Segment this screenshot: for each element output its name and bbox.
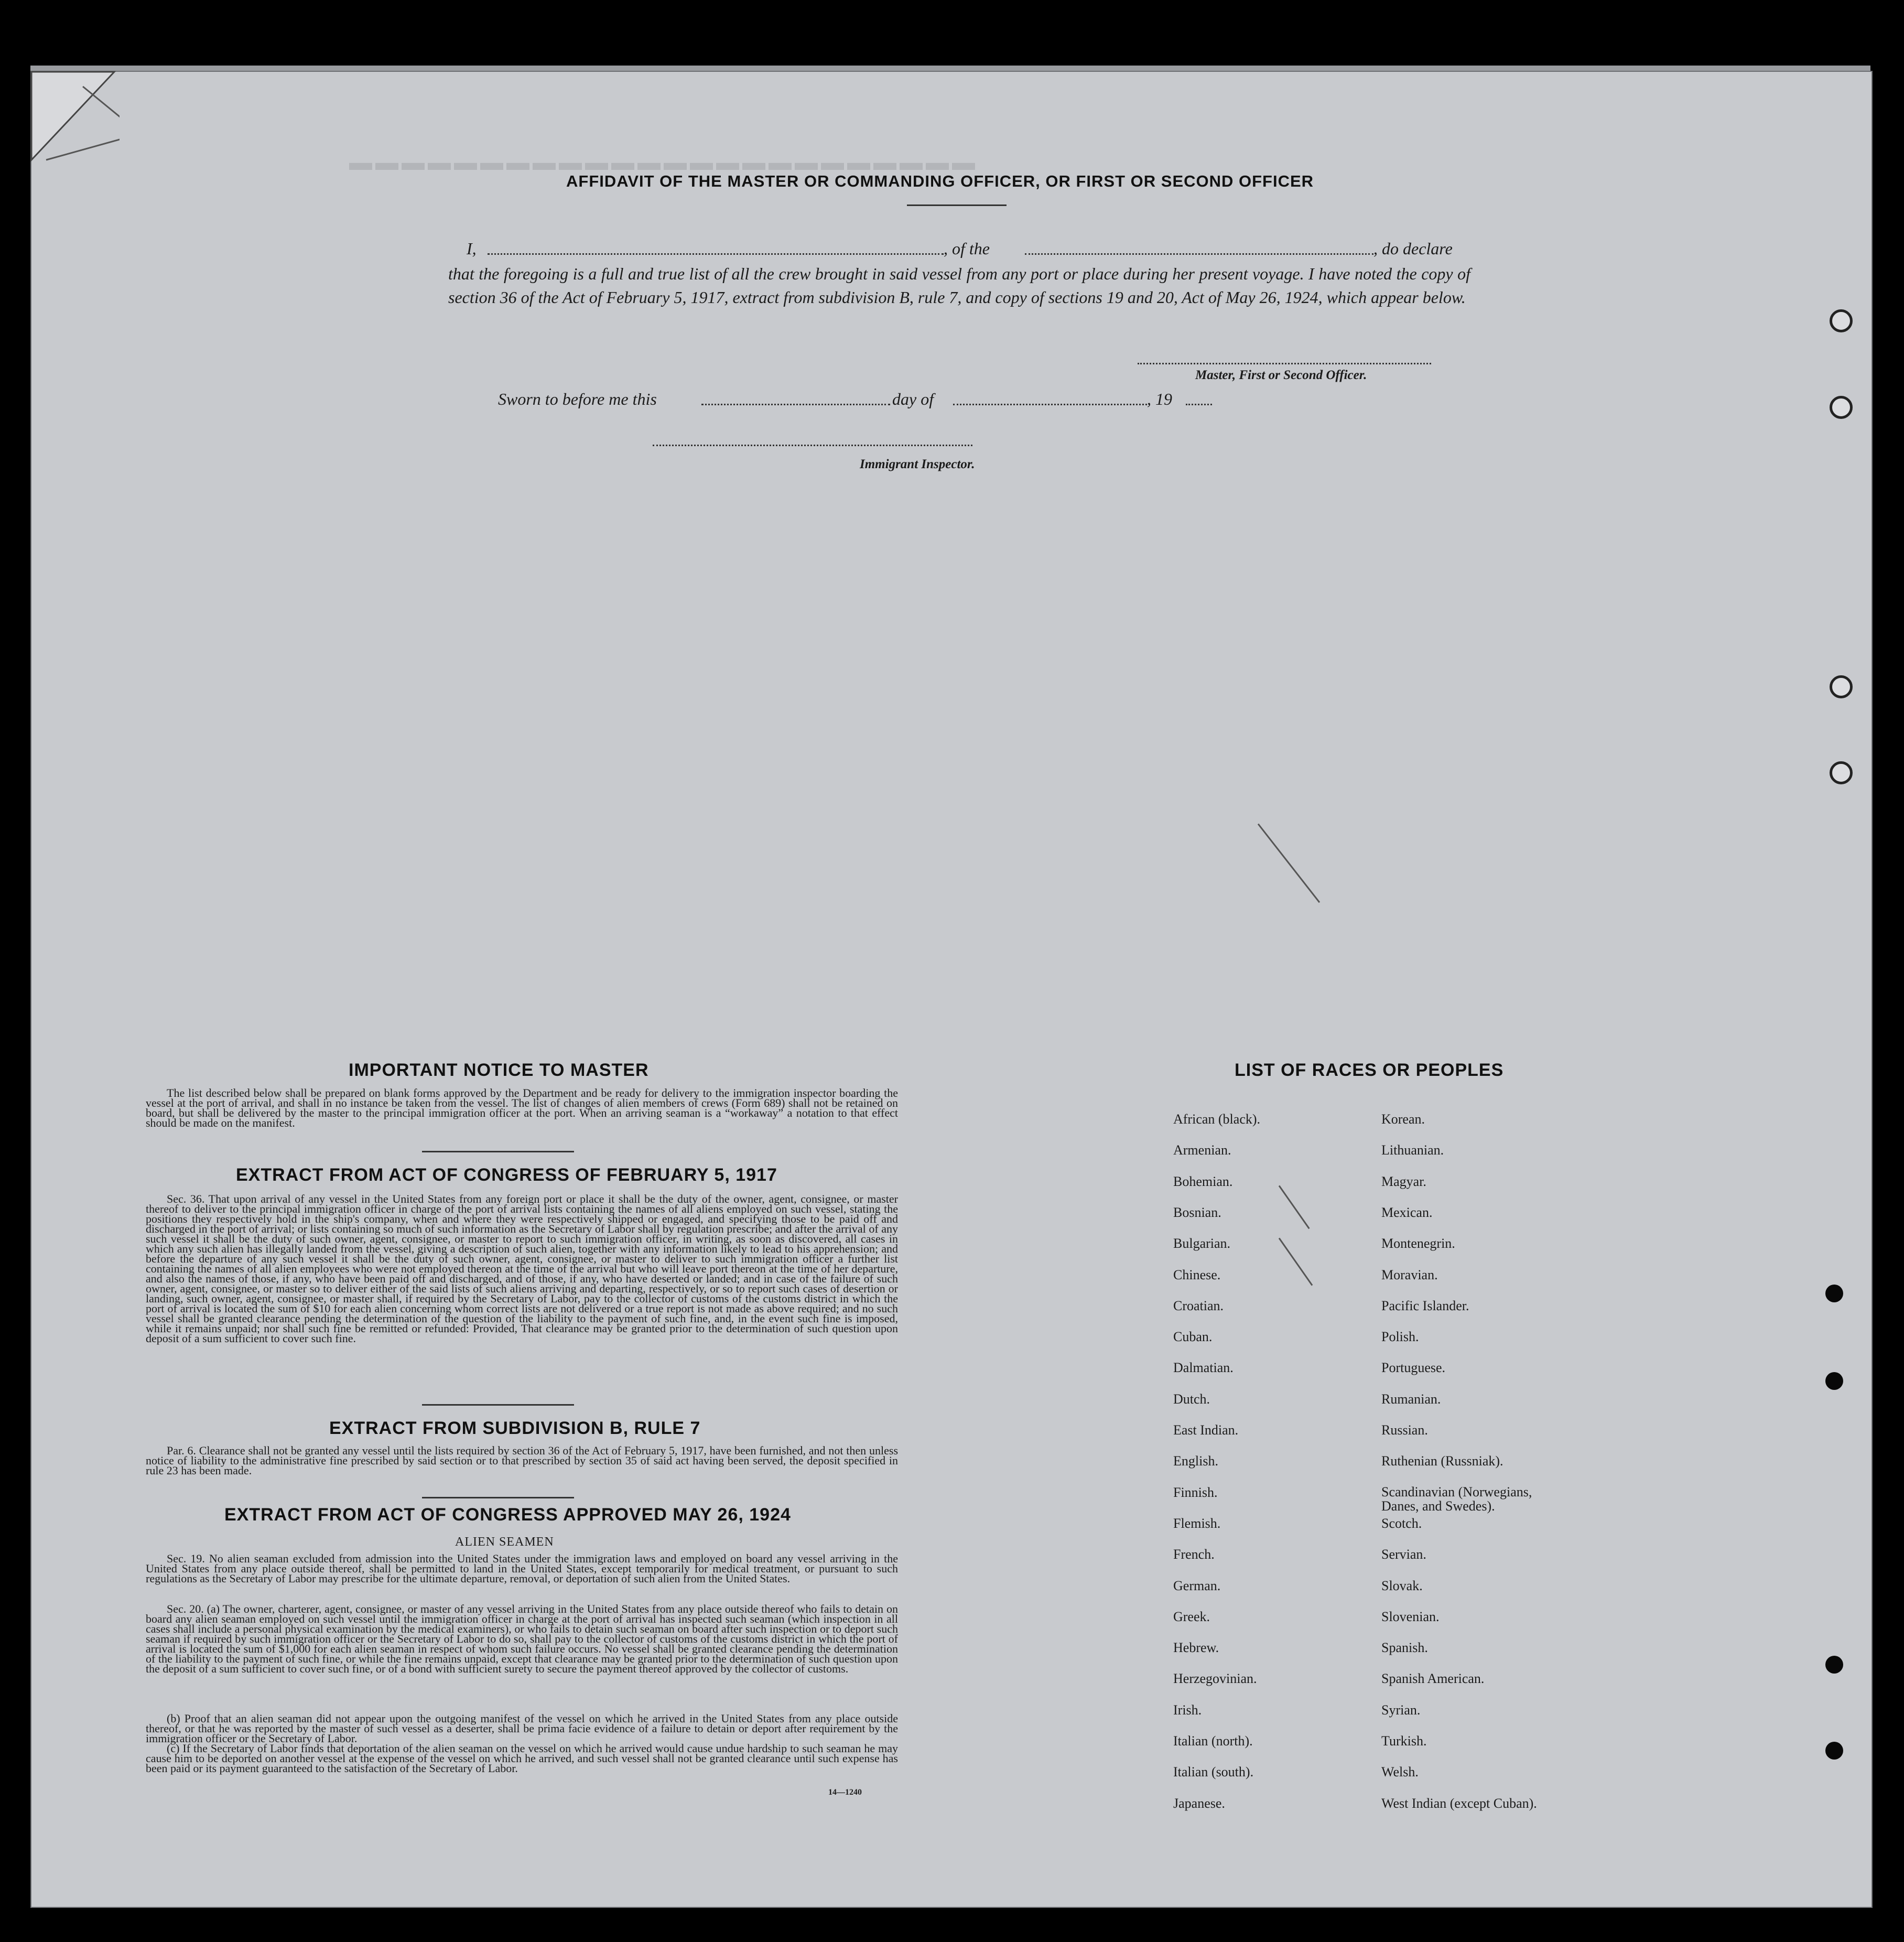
race-list-item: Montenegrin. (1381, 1236, 1455, 1251)
master-signature-label: Master, First or Second Officer. (1195, 368, 1367, 382)
vessel-name-field[interactable] (1025, 253, 1373, 255)
sworn-month-field[interactable] (953, 404, 1147, 405)
race-list-item: Finnish. (1173, 1485, 1218, 1500)
name-field[interactable] (488, 253, 944, 255)
declaration-body: that the foregoing is a full and true list of all the crew brought in said vessel from any port or place during her present voyage. I have noted the copy of section 36 of the Act of February 5, 1917, extract from subdivision B, rule 7, and copy of sections 19 and 20, Act of May 26, 1924, which appear below. (448, 264, 1470, 307)
race-list-item: Bohemian. (1173, 1174, 1233, 1189)
race-list-item: Slovenian. (1381, 1609, 1440, 1624)
notice-body: The list described below shall be prepared on blank forms approved by the Department and be ready for delivery to the immigration inspector boarding the vessel at the port of arrival, and shall in no instance be taken from the vessel. The list of changes of alien members of crews (Form 689) shall not be retained on board, but shall be delivered by the master to the principal immigration officer at the port. When an arriving seaman is a “workaway” a notation to that effect should be made on the manifest. (146, 1086, 898, 1129)
race-list-item: Dutch. (1173, 1391, 1210, 1407)
race-list-item: Italian (south). (1173, 1764, 1254, 1779)
extract-1924-sec19: Sec. 19. No alien seaman excluded from admission into the United States under the immigration laws and employed on board any vessel arriving in the United States from any place outside thereof, shall be permitted to land in the United States, except temporarily for medical treatment, or pursuant to such regulations as the Secretary of Labor may prescribe for the ultimate departure, removal, or deportation of such alien from the United States. (146, 1552, 898, 1585)
race-list-item: Herzegovinian. (1173, 1671, 1257, 1686)
race-list-item: Hebrew. (1173, 1640, 1219, 1655)
race-list-item: Greek. (1173, 1609, 1210, 1624)
inspector-signature-label: Immigrant Inspector. (860, 457, 975, 471)
race-list-item: Chinese. (1173, 1267, 1221, 1282)
race-list-item: Rumanian. (1381, 1391, 1441, 1407)
race-list-item: Scandinavian (Norwegians, Danes, and Swedes). (1381, 1484, 1532, 1514)
race-list-item: Italian (north). (1173, 1733, 1253, 1749)
form-number: 14—1240 (828, 1788, 862, 1797)
race-list-item: Lithuanian. (1381, 1142, 1444, 1158)
race-list-item: Spanish. (1381, 1640, 1428, 1655)
race-list-item: Bosnian. (1173, 1205, 1221, 1220)
race-list-item: Ruthenian (Russniak). (1381, 1453, 1503, 1469)
race-list-item: Dalmatian. (1173, 1360, 1234, 1375)
punch-hole (1830, 761, 1853, 784)
punch-hole (1825, 1285, 1843, 1302)
race-list-item: Korean. (1381, 1112, 1425, 1127)
sworn-year-field[interactable] (1186, 404, 1212, 405)
punch-hole (1830, 396, 1853, 419)
race-list-item: Polish. (1381, 1329, 1419, 1344)
race-list-item: Flemish. (1173, 1516, 1221, 1531)
race-list-item: Turkish. (1381, 1733, 1427, 1749)
notice-title: IMPORTANT NOTICE TO MASTER (349, 1060, 649, 1080)
sworn-before-label: Sworn to before me this (498, 390, 657, 408)
punch-hole (1825, 1742, 1843, 1760)
section-divider (422, 1404, 574, 1406)
race-list-item: Magyar. (1381, 1174, 1426, 1189)
races-title: LIST OF RACES OR PEOPLES (1235, 1060, 1504, 1080)
section-divider (422, 1497, 574, 1498)
race-list-item: Japanese. (1173, 1796, 1225, 1811)
race-list-item: East Indian. (1173, 1422, 1239, 1438)
extract-rule7-body: Par. 6. Clearance shall not be granted any vessel until the lists required by section 36 of the Act of February 5, 1917, have been furnished, and not then unless notice of liability to the administrative fine prescribed by said section or to that prescribed by section 35 of said act having been served, the deposit specified in rule 23 has been made. (146, 1444, 898, 1477)
race-list-item: English. (1173, 1453, 1218, 1469)
race-list-item: Servian. (1381, 1547, 1426, 1562)
race-list-item: Spanish American. (1381, 1671, 1485, 1686)
declare-end: , do declare (1373, 239, 1453, 258)
race-list-item: French. (1173, 1547, 1215, 1562)
extract-1924-sec20b: (b) Proof that an alien seaman did not appear upon the outgoing manifest of the vessel on which he arrived in the United States from any place outside thereof, or that he was reported by the master of such vessel as a deserter, shall be prima facie evidence of a failure to detain or deport after requirement by the immigration officer or the Secretary of Labor. (146, 1712, 898, 1745)
day-of-label: day of (892, 390, 934, 408)
race-list-item: Cuban. (1173, 1329, 1213, 1344)
race-list-item: Portuguese. (1381, 1360, 1446, 1375)
race-list-item: Slovak. (1381, 1578, 1423, 1593)
declare-i: I, (467, 239, 477, 258)
bleed-through-heading: ▬▬▬▬▬▬▬▬▬▬▬▬▬▬▬▬▬▬▬▬▬▬▬▬ (346, 149, 975, 175)
master-signature-field[interactable] (1138, 363, 1431, 364)
race-list-item: Armenian. (1173, 1142, 1231, 1158)
race-list-item: Scotch. (1381, 1516, 1422, 1531)
extract-1924-title: EXTRACT FROM ACT OF CONGRESS APPROVED MAY 26, 1924 (224, 1505, 791, 1525)
declaration-line (467, 239, 477, 258)
extract-rule7-title: EXTRACT FROM SUBDIVISION B, RULE 7 (329, 1418, 701, 1438)
inspector-signature-field[interactable] (653, 445, 972, 446)
race-list-item: Irish. (1173, 1702, 1202, 1718)
declare-of-the: , of the (944, 239, 990, 258)
affidavit-title: AFFIDAVIT OF THE MASTER OR COMMANDING OFFICER, OR FIRST OR SECOND OFFICER (566, 172, 1314, 190)
race-list-item: Moravian. (1381, 1267, 1438, 1282)
race-list-item: Pacific Islander. (1381, 1298, 1469, 1313)
extract-1917-body: Sec. 36. That upon arrival of any vessel in the United States from any foreign port or place it shall be the duty of the owner, agent, consignee, or master thereof to deliver to the principal immigration officer in charge of the port of arrival lists containing the names of all aliens employed on such vessel, stating the positions they respectively hold in the ship's company, when and where they were respectively shipped or engaged, and specifying those to be paid off and discharged in the port of arrival; or lists containing so much of such information as the Secretary of Labor shall by regulation prescribe; and after the arrival of any such vessel it shall be the duty of such owner, agent, consignee, or master to report to such immigration officer, in writing, as soon as discovered, all cases in which any such alien has illegally landed from the vessel, giving a description of such alien, together with any information likely to lead to his apprehension; and before the departure of any such vessel it shall be the duty of such owner, agent, consignee, or master to deliver to such immigration officer a further list containing the names of all alien employees who were not employed thereon at the time of the arrival but who will leave port thereon at the time of her departure, and also the names of those, if any, who have been paid off and discharged, and of those, if any, who have deserted or landed; and in case of the failure of such owner, agent, consignee, or master so to deliver either of the said lists of such aliens arriving and departing, respectively, or so to report such cases of desertion or landing, such owner, agent, consignee, or master shall, if required by the Secretary of Labor, pay to the collector of customs of the customs district in which the port of arrival is located the sum of $10 for each alien concerning whom correct lists are not delivered or a true report is not made as above required; and no such vessel shall be granted clearance pending the determination of the question of the liability to the payment of such fine, and, in the event such fine is imposed, while it remains unpaid; nor shall such fine be remitted or refunded: Provided, That clearance may be granted prior to the determination of such question upon deposit of a sum sufficient to cover such fine. (146, 1192, 898, 1345)
race-list-item: Mexican. (1381, 1205, 1433, 1220)
punch-hole (1830, 309, 1853, 332)
extract-1924-subtitle: ALIEN SEAMEN (455, 1535, 554, 1549)
race-list-item: African (black). (1173, 1112, 1261, 1127)
year-prefix-label: , 19 (1147, 390, 1172, 408)
punch-hole (1830, 675, 1853, 698)
race-list-item: West Indian (except Cuban). (1381, 1796, 1537, 1811)
punch-hole (1825, 1372, 1843, 1390)
folded-corner (30, 71, 120, 165)
extract-1924-sec20a: Sec. 20. (a) The owner, charterer, agent, consignee, or master of any vessel arriving in the United States from any place outside thereof who fails to detain on board any alien seaman employed on such vessel until the immigration officer in charge at the port of arrival has inspected such seaman (which inspection in all cases shall include a personal physical examination by the medical examiners), or who fails to detain such seaman on board after such inspection or to deport such seaman if required by such immigration officer or the Secretary of Labor to do so, shall pay to the collector of customs of the customs district in which the port of arrival is located the sum of $1,000 for each alien seaman in respect of whom such failure occurs. No vessel shall be granted clearance pending the determination of the liability to the payment of such fine, or while the fine remains unpaid, except that clearance may be granted prior to the determination of such question upon the deposit of a sum sufficient to cover such fine, or of a bond with sufficient surety to secure the payment thereof approved by the collector of customs. (146, 1602, 898, 1675)
section-divider (422, 1151, 574, 1152)
affidavit-title-rule (907, 204, 1007, 206)
race-list-item: Bulgarian. (1173, 1236, 1231, 1251)
sworn-day-field[interactable] (701, 404, 890, 405)
extract-1924-sec20c: (c) If the Secretary of Labor finds that deportation of the alien seaman on the vessel on which he arrived would cause undue hardship to such seaman he may cause him to be deported on another vessel at the expense of the vessel on which he arrived, and such vessel shall not be granted clearance until such expense has been paid or its payment guaranteed to the satisfaction of the Secretary of Labor. (146, 1742, 898, 1775)
race-list-item: Welsh. (1381, 1764, 1419, 1779)
race-list-item: German. (1173, 1578, 1221, 1593)
race-list-item: Syrian. (1381, 1702, 1421, 1718)
race-list-item: Russian. (1381, 1422, 1428, 1438)
race-list-item: Croatian. (1173, 1298, 1224, 1313)
punch-hole (1825, 1656, 1843, 1674)
extract-1917-title: EXTRACT FROM ACT OF CONGRESS OF FEBRUARY 5, 1917 (236, 1165, 777, 1185)
